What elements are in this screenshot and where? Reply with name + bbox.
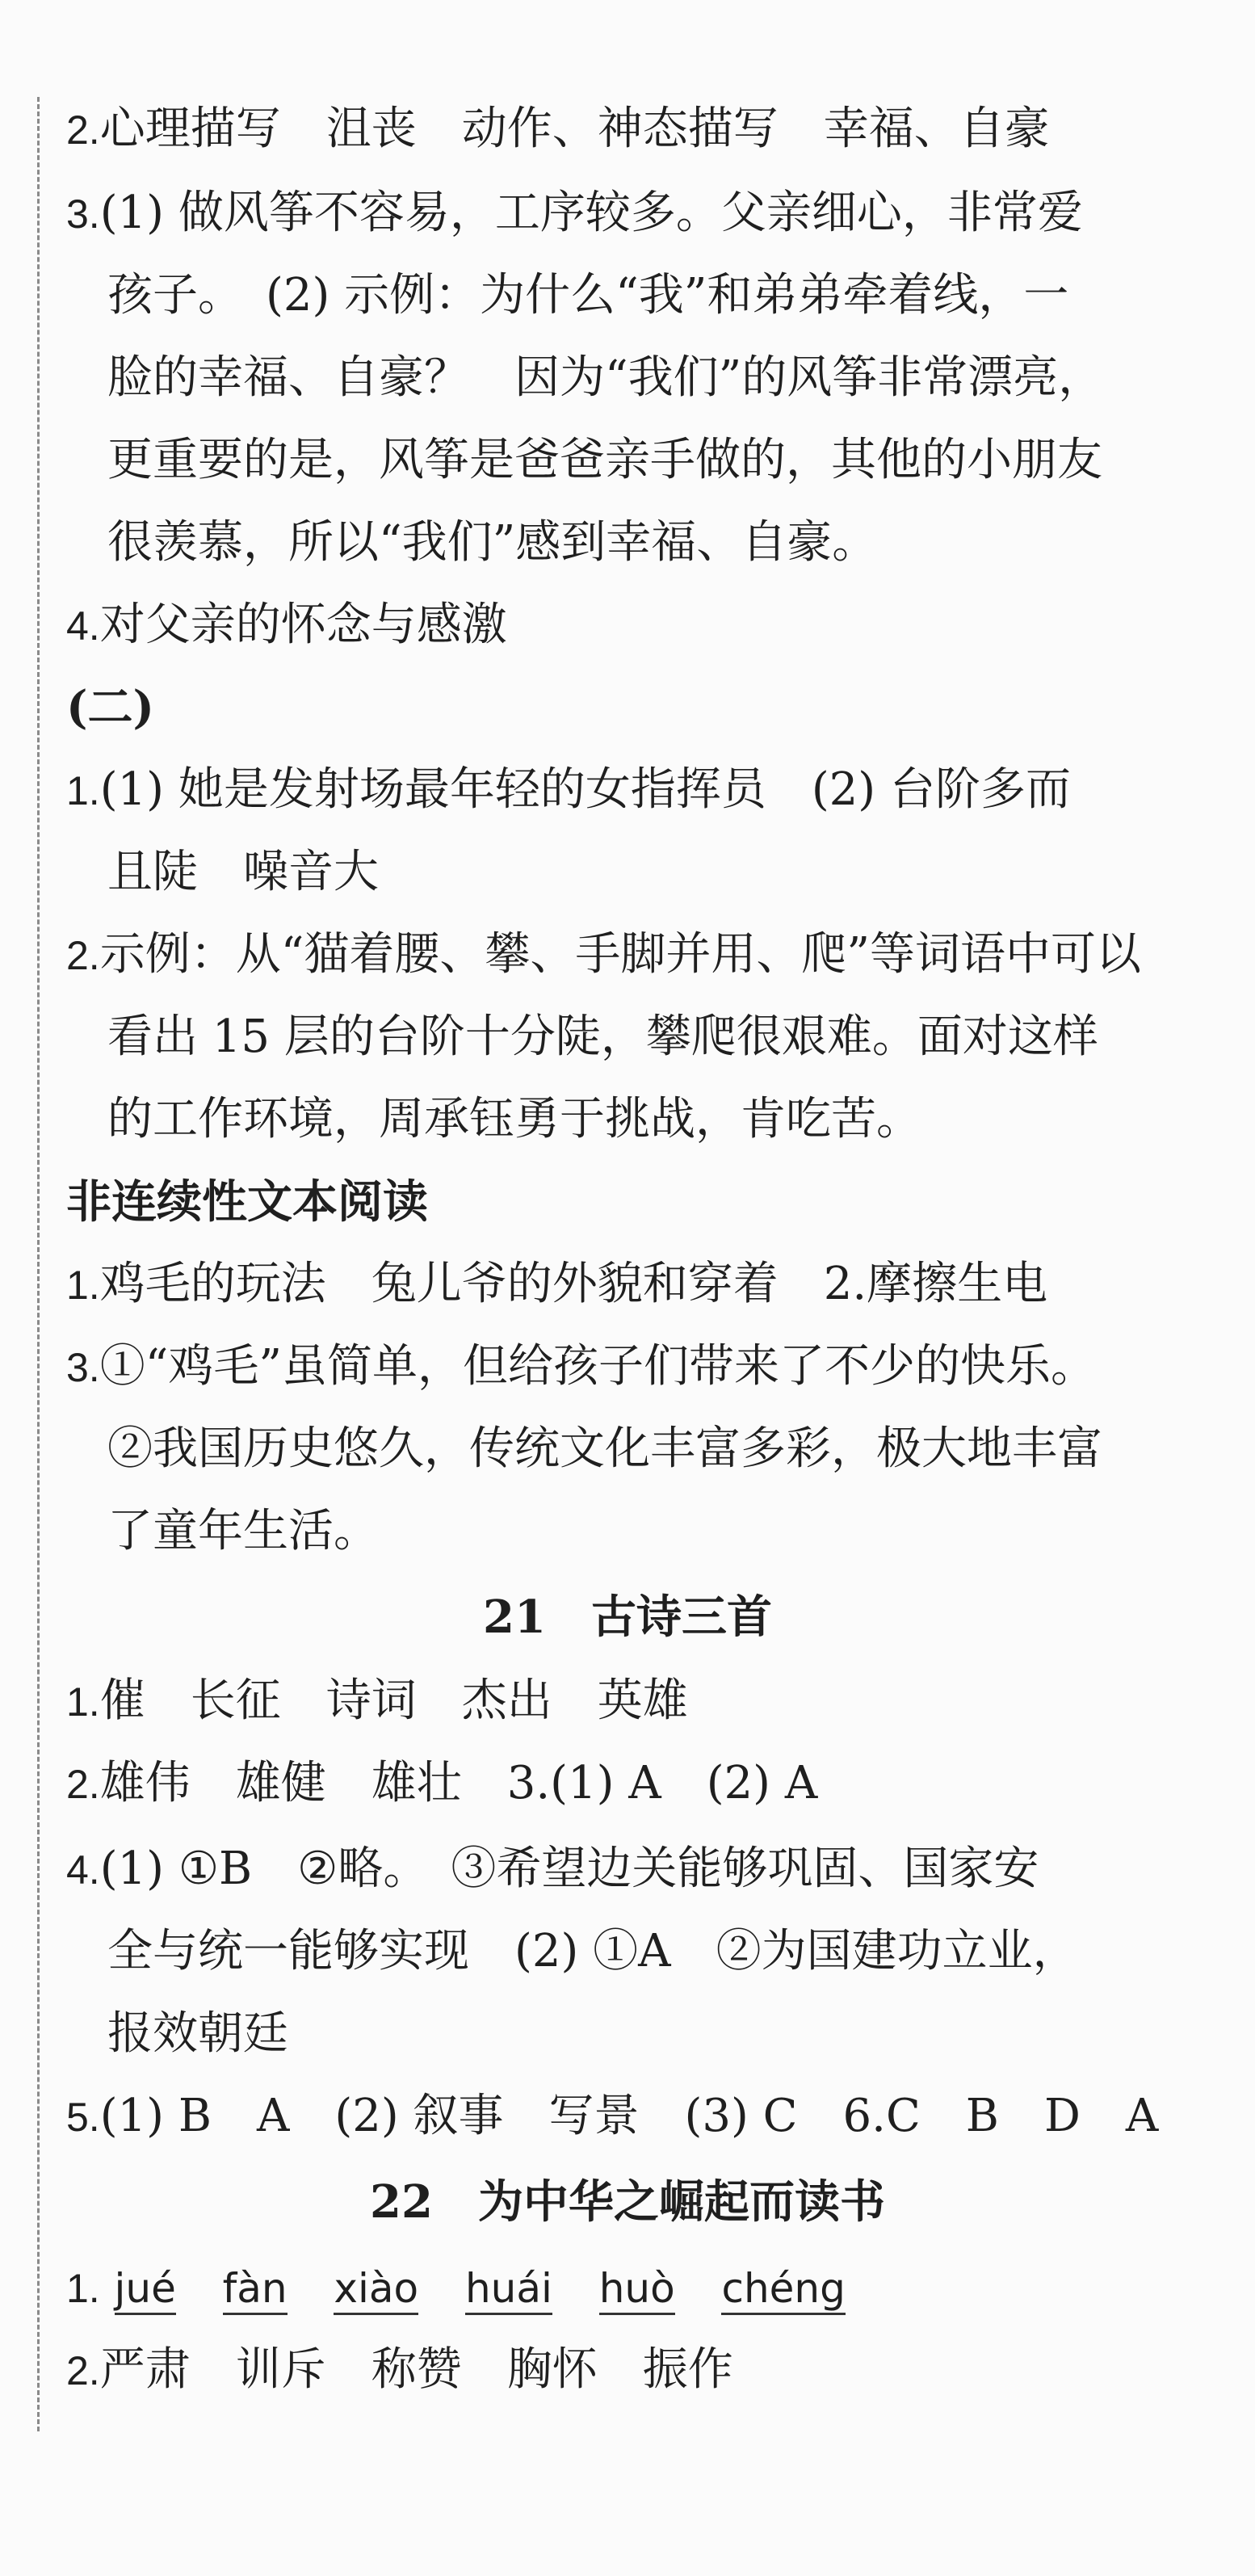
answer-line <box>0 1336 1255 1398</box>
item-number: 4. <box>66 1847 100 1893</box>
answer-line <box>0 1254 1255 1316</box>
item-number: 4. <box>66 603 100 649</box>
answer-line <box>0 1006 1255 1068</box>
answer-text: (1) B A (2) 叙事 写景 (3) C 6.C B D A <box>99 2090 1159 2142</box>
answer-text: 示例：从“猫着腰、攀、手脚并用、爬”等词语中可以 <box>99 928 1141 981</box>
pinyin-line <box>0 2257 1255 2319</box>
answer-text: ①“鸡毛”虽简单，但给孩子们带来了不少的快乐。 <box>99 1340 1096 1393</box>
answer-text: 对父亲的怀念与感激 <box>99 599 507 651</box>
section-label-text: (二) <box>66 681 154 734</box>
answer-line <box>0 347 1255 409</box>
answer-line <box>0 1670 1255 1733</box>
answer-text: 脸的幸福、自豪？ 因为“我们”的风筝非常漂亮， <box>107 351 1104 404</box>
answer-text: (1) 她是发射场最年轻的女指挥员 (2) 台阶多而 <box>99 763 1071 816</box>
answer-text: 孩子。 (2) 示例：为什么“我”和弟弟牵着线，一 <box>107 269 1069 321</box>
pinyin-answer: chéng <box>721 2264 845 2315</box>
section-label <box>0 677 1255 738</box>
answer-line <box>0 2339 1255 2402</box>
answer-text: 且陡 噪音大 <box>107 846 379 898</box>
pinyin-answer: fàn <box>223 2264 288 2315</box>
answer-text: 催 长征 诗词 杰出 英雄 <box>99 1675 688 1727</box>
pinyin-answer: huái <box>465 2264 552 2315</box>
answer-text: 看出 15 层的台阶十分陡，攀爬很艰难。面对这样 <box>107 1011 1098 1063</box>
answer-line <box>0 2003 1255 2065</box>
answer-text: 严肃 训斥 称赞 胸怀 振作 <box>99 2343 733 2396</box>
lesson-heading-text: 22 为中华之崛起而读书 <box>370 2175 885 2229</box>
answer-line <box>0 1089 1255 1150</box>
lesson-heading <box>0 2171 1255 2233</box>
answer-line <box>0 1753 1255 1815</box>
item-number: 2. <box>66 107 100 153</box>
item-number: 2. <box>66 2348 100 2393</box>
answer-text: 了童年生活。 <box>107 1505 379 1557</box>
answer-line <box>0 1921 1255 1982</box>
pinyin-answer: xiào <box>334 2264 418 2315</box>
answer-line <box>0 842 1255 903</box>
section-heading <box>0 1171 1255 1233</box>
answer-text: 全与统一能够实现 (2) ①A ②为国建功立业， <box>107 1925 1078 1977</box>
answer-line <box>0 512 1255 574</box>
item-number: 1. <box>66 1679 100 1725</box>
answer-text: 很羡慕，所以“我们”感到幸福、自豪。 <box>107 516 878 569</box>
answer-text: ②我国历史悠久，传统文化丰富多彩，极大地丰富 <box>107 1422 1102 1475</box>
answer-line <box>0 430 1255 491</box>
answer-text: 心理描写 沮丧 动作、神态描写 幸福、自豪 <box>99 103 1050 155</box>
lesson-heading-text: 21 古诗三首 <box>483 1591 772 1644</box>
answer-text: 雄伟 雄健 雄壮 3.(1) A (2) A <box>99 1757 818 1809</box>
answer-line <box>0 99 1255 161</box>
answer-line <box>0 924 1255 986</box>
item-number: 2. <box>66 933 100 978</box>
answer-text: (1) ①B ②略。 ③希望边关能够巩固、国家安 <box>99 1843 1039 1895</box>
answer-line <box>0 1418 1255 1480</box>
section-heading-text: 非连续性文本阅读 <box>66 1175 428 1229</box>
pinyin-answer: huò <box>599 2264 675 2315</box>
item-number: 2. <box>66 1762 100 1807</box>
answer-text: 报效朝廷 <box>107 2007 288 2060</box>
item-number: 5. <box>66 2095 100 2140</box>
lesson-heading <box>0 1586 1255 1648</box>
answer-text: 鸡毛的玩法 兔儿爷的外貌和穿着 2.摩擦生电 <box>99 1258 1048 1310</box>
item-number: 3. <box>66 191 100 237</box>
answer-text: 的工作环境，周承钰勇于挑战，肯吃苦。 <box>107 1093 921 1145</box>
answer-line <box>0 265 1255 326</box>
answer-line <box>0 595 1255 657</box>
item-number: 1. <box>66 1263 100 1308</box>
answer-line <box>0 2086 1255 2148</box>
pinyin-answer: jué <box>115 2264 176 2315</box>
item-number: 1. <box>66 2266 100 2311</box>
answer-line <box>0 759 1255 822</box>
item-number: 3. <box>66 1345 100 1390</box>
answer-text: 更重要的是，风筝是爸爸亲手做的，其他的小朋友 <box>107 434 1102 486</box>
item-number: 1. <box>66 768 100 813</box>
answer-line <box>0 1501 1255 1562</box>
answer-line <box>0 183 1255 245</box>
answer-line <box>0 1838 1255 1901</box>
answer-text: (1) 做风筝不容易，工序较多。父亲细心，非常爱 <box>99 187 1083 239</box>
